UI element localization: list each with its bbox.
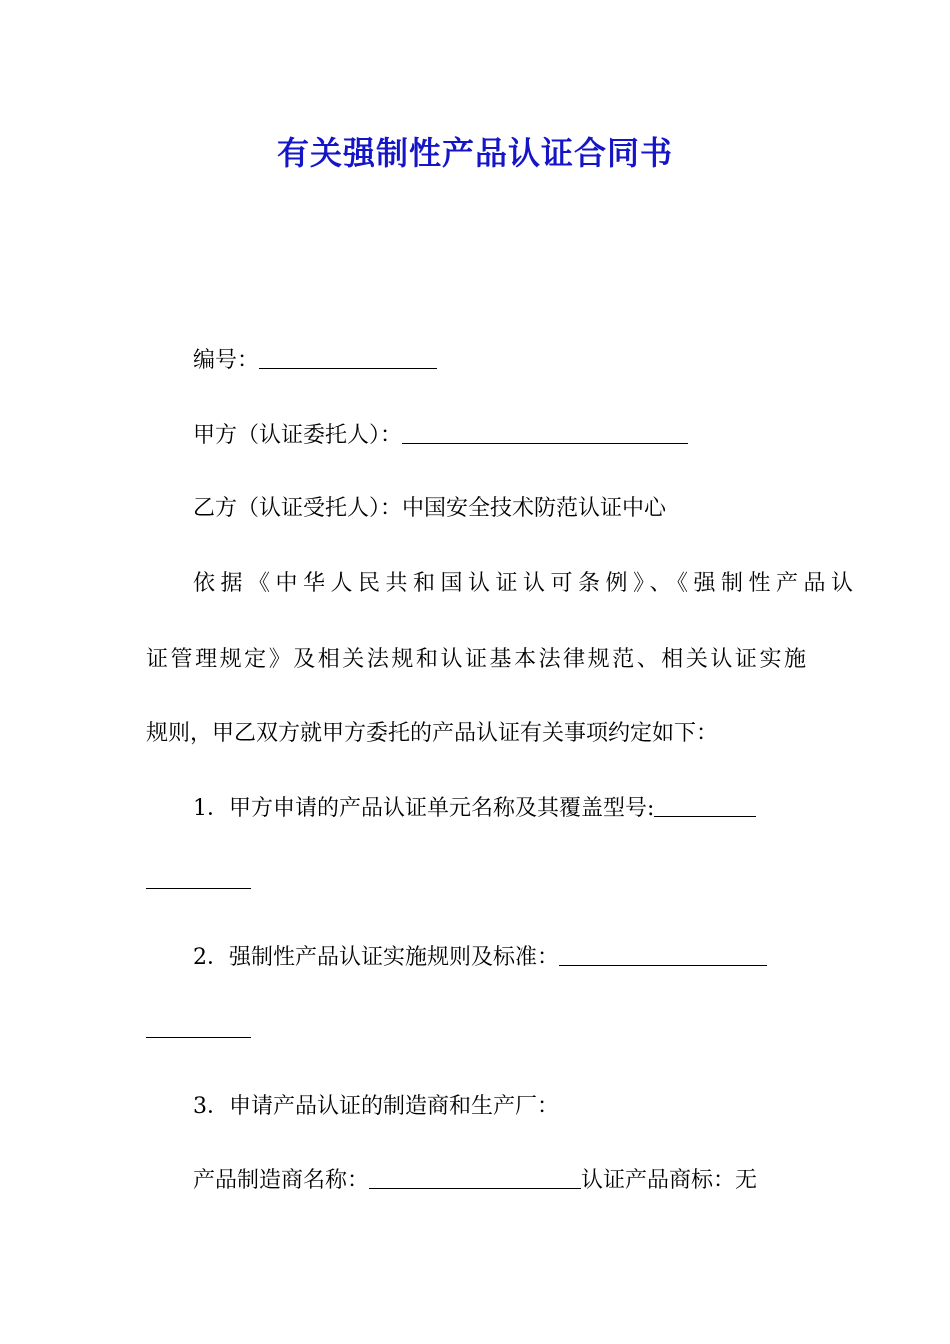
trademark-value: 无 [735, 1168, 758, 1193]
manufacturer-line [146, 1166, 853, 1196]
manufacturer-blank [369, 1166, 581, 1189]
preamble-line-1: 依据《中华人民共和国认证认可条例》、《强制性产品认 [193, 571, 853, 596]
item-2-text: 2．强制性产品认证实施规则及标准： [193, 945, 559, 970]
item-2-continuation [146, 1015, 806, 1045]
party-b-label: 乙方（认证受托人）： [193, 496, 403, 521]
number-label: 编号： [193, 348, 260, 373]
item-3-line: 3．申请产品认证的制造商和生产厂： [193, 1094, 559, 1119]
item-1-line [146, 794, 853, 824]
party-a-line [146, 421, 853, 451]
number-blank [259, 346, 437, 369]
item-1-continuation [146, 866, 806, 896]
party-b-value: 中国安全技术防范认证中心 [402, 496, 667, 521]
item-1-blank [654, 794, 756, 817]
preamble-line-3: 规则，甲乙双方就甲方委托的产品认证有关事项约定如下： [146, 721, 719, 746]
document-title: 有关强制性产品认证合同书 [276, 134, 673, 172]
item-2-line [146, 943, 853, 973]
number-line [146, 346, 853, 376]
party-a-blank [402, 421, 688, 444]
item-2-blank [559, 943, 767, 966]
manufacturer-label: 产品制造商名称： [193, 1168, 370, 1193]
party-a-label: 甲方（认证委托人）： [193, 423, 403, 448]
item-2-blank-continued [146, 1015, 251, 1038]
trademark-label: 认证产品商标： [581, 1168, 736, 1193]
item-1-blank-continued [146, 866, 251, 889]
preamble-line-2: 证管理规定》及相关法规和认证基本法律规范、相关认证实施 [146, 647, 806, 672]
item-1-text: 1．甲方申请的产品认证单元名称及其覆盖型号: [193, 796, 655, 821]
party-b-line [146, 494, 853, 524]
